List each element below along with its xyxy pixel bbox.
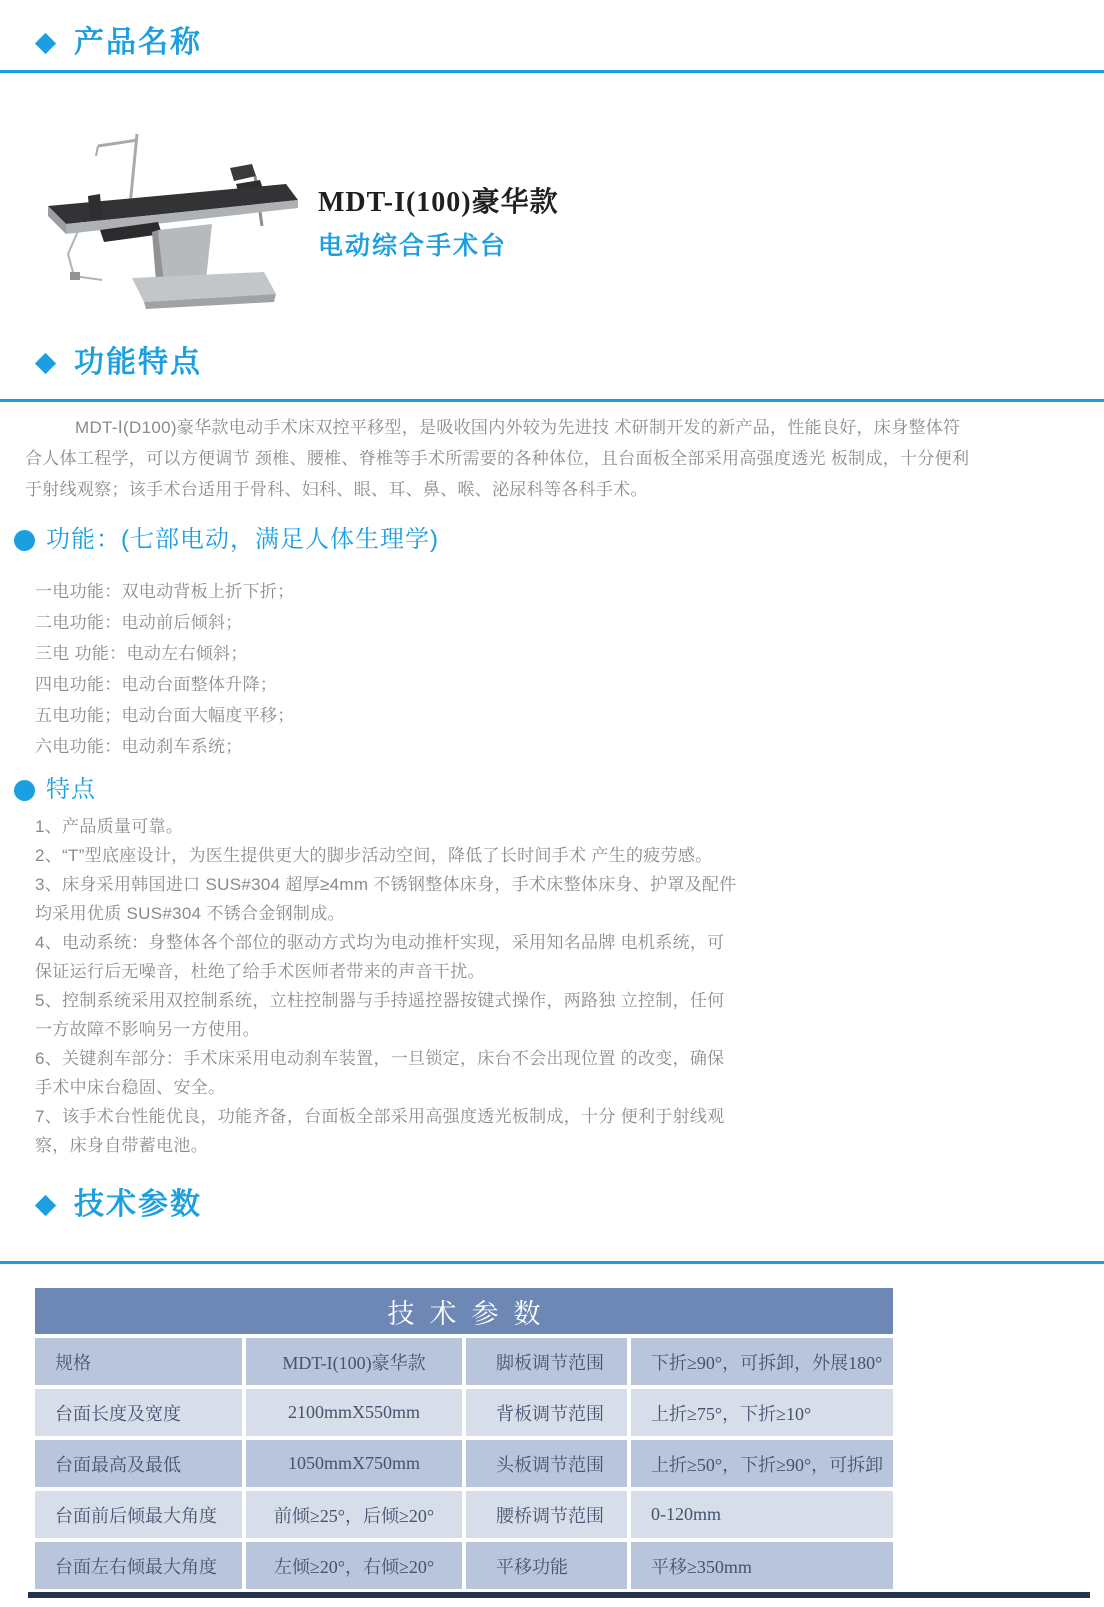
spec-cell-value: 上折≥75°，下折≥10°: [631, 1389, 893, 1436]
spec-table-grid: [35, 1338, 893, 1589]
spec-cell-label: 台面长度及宽度: [35, 1389, 242, 1436]
highlights-heading-label: 特点: [46, 776, 96, 803]
section-divider: [0, 399, 1104, 402]
functions-heading: [14, 528, 439, 552]
highlight-item: 6、关键刹车部分：手术床采用电动刹车装置，一旦锁定，床台不会出现位置 的改变，确保手术中床台稳固、安全。: [35, 1049, 725, 1097]
highlight-item: 7、该手术台性能优良，功能齐备，台面板全部采用高强度透光板制成，十分 便利于射线观察，床身自带蓄电池。: [35, 1107, 725, 1155]
spec-cell-value: 上折≥50°，下折≥90°，可拆卸: [631, 1440, 893, 1487]
section-title: 产品名称: [74, 26, 202, 59]
function-item: 三电 功能：电动左右倾斜；: [35, 644, 248, 663]
spec-cell-value: 平移≥350mm: [631, 1542, 893, 1589]
operating-table-photo: [40, 126, 302, 314]
section-header-features: [38, 348, 202, 378]
spec-cell-label: 台面最高及最低: [35, 1440, 242, 1487]
spec-cell-value: MDT-I(100)豪华款: [246, 1338, 462, 1385]
spec-cell-label: 头板调节范围: [466, 1440, 627, 1487]
section-header-tech-params: [38, 1190, 202, 1220]
section-divider: [0, 1261, 1104, 1264]
section-title: 功能特点: [74, 346, 202, 379]
highlights-heading: [14, 778, 96, 802]
spec-cell-value: 2100mmX550mm: [246, 1389, 462, 1436]
highlight-item: 4、电动系统：身整体各个部位的驱动方式均为电动推杆实现，采用知名品牌 电机系统，可保证运行后无噪音，杜绝了给手术医师者带来的声音干扰。: [35, 933, 725, 981]
diamond-bullet-icon: [35, 1194, 56, 1215]
spec-cell-label: 平移功能: [466, 1542, 627, 1589]
highlight-item: 1、产品质量可靠。: [35, 817, 184, 836]
diamond-bullet-icon: [35, 32, 56, 53]
operating-table-illustration: [40, 126, 302, 314]
section-title: 技术参数: [74, 1188, 202, 1221]
function-item: 二电功能：电动前后倾斜；: [35, 613, 243, 632]
diamond-bullet-icon: [35, 352, 56, 373]
product-category-subtitle: 电动综合手术台: [318, 233, 508, 260]
function-item: 五电功能；电动台面大幅度平移；: [35, 706, 295, 725]
spec-cell-value: 左倾≥20°，右倾≥20°: [246, 1542, 462, 1589]
spec-cell-value: 1050mmX750mm: [246, 1440, 462, 1487]
spec-table-title: 技术参数: [35, 1288, 893, 1334]
spec-cell-value: 前倾≥25°，后倾≥20°: [246, 1491, 462, 1538]
spec-cell-label: 脚板调节范围: [466, 1338, 627, 1385]
function-item: 四电功能：电动台面整体升降；: [35, 675, 278, 694]
function-item: 六电功能：电动刹车系统；: [35, 737, 243, 756]
spec-cell-label: 腰桥调节范围: [466, 1491, 627, 1538]
spec-cell-value: 0-120mm: [631, 1491, 893, 1538]
circle-bullet-icon: [14, 780, 35, 801]
highlight-item: 3、床身采用韩国进口 SUS#304 超厚≥4mm 不锈钢整体床身，手术床整体床身、护罩及配件均采用优质 SUS#304 不锈合金钢制成。: [35, 875, 737, 923]
spec-cell-label: 规格: [35, 1338, 242, 1385]
spec-cell-label: 台面前后倾最大角度: [35, 1491, 242, 1538]
circle-bullet-icon: [14, 530, 35, 551]
highlight-item: 2、“T”型底座设计，为医生提供更大的脚步活动空间，降低了长时间手术 产生的疲劳感。: [35, 846, 713, 865]
section-divider: [0, 70, 1104, 73]
spec-cell-label: 台面左右倾最大角度: [35, 1542, 242, 1589]
highlight-item: 5、控制系统采用双控制系统，立柱控制器与手持遥控器按键式操作，两路独 立控制，任何一方故障不影响另一方使用。: [35, 991, 725, 1039]
product-model-title: MDT-I(100)豪华款: [318, 187, 559, 218]
next-section-edge-bar: [28, 1592, 1090, 1598]
functions-list: [35, 576, 740, 762]
product-intro-paragraph: MDT-Ⅰ(D100)豪华款电动手术床双控平移型，是吸收国内外较为先进技 术研制开发的新产品，性能良好，床身整体符合人体工程学，可以方便调节 颈椎、腰椎、脊椎等手术所需要的各种体位，且台面板全部采用高强度透光 板制成，十分便利于射线观察；该手术台适用于骨科、妇科、眼、耳、鼻、喉、泌尿科等各科手术。: [25, 418, 970, 499]
section-header-product: [38, 28, 202, 58]
spec-table: [35, 1288, 893, 1589]
spec-cell-label: 背板调节范围: [466, 1389, 627, 1436]
functions-heading-label: 功能：(七部电动，满足人体生理学): [46, 526, 439, 553]
spec-cell-value: 下折≥90°，可拆卸，外展180°: [631, 1338, 893, 1385]
highlights-list: [35, 812, 741, 1160]
function-item: 一电功能：双电动背板上折下折；: [35, 582, 295, 601]
